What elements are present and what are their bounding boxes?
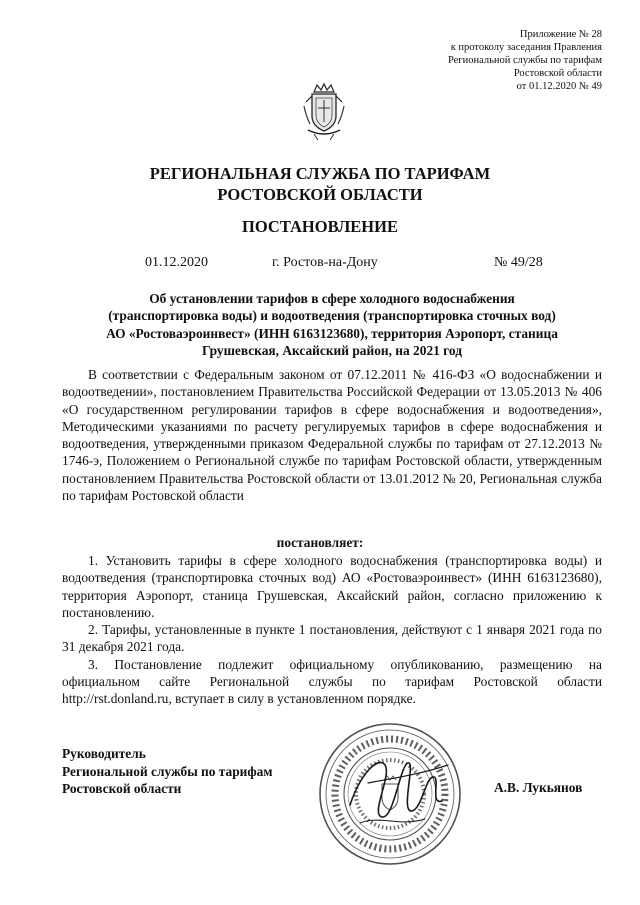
document-place: г. Ростов-на-Дону — [272, 255, 378, 270]
decree-item: 3. Постановление подлежит официальному опубликованию, размещению на официальном сайте Региональной службы по тарифам Ростовской области http://rst.donland.ru, вступает в силу в установленном порядке. — [62, 656, 602, 707]
organization-title — [0, 163, 640, 205]
subject-line: АО «Ростоваэроинвест» (ИНН 6163123680), территория Аэропорт, станица — [106, 325, 558, 341]
subject-line: (транспортировка воды) и водоотведения (транспортировка сточных вод) — [108, 308, 556, 324]
rostov-coat-of-arms-icon — [300, 82, 348, 142]
appendix-line: к протоколу заседания Правления — [450, 42, 602, 53]
appendix-line: Ростовской области — [513, 68, 602, 79]
decree-word: постановляет: — [276, 535, 364, 550]
preamble-paragraph: В соответствии с Федеральным законом от 07.12.2011 № 416-ФЗ «О водоснабжении и водоотведении», постановлением Правительства Российской Федерации от 13.05.2013 № 406 «О государственном регулировании тарифов в сфере водоснабжения и водоотведения», Методическими указаниями по расчету регулируемых тарифов в сфере водоснабжения и водоотведения, утвержденными приказом Федеральной службы по тарифам от 27.12.2013 № 1746-э, Положением о Региональной службе по тарифам Ростовской области, утвержденным постановлением Правительства Ростовской области от 13.01.2012 № 20, Региональная служба по тарифам Ростовской области — [62, 367, 602, 504]
appendix-line: от 01.12.2020 № 49 — [516, 81, 602, 92]
decree-item: 2. Тарифы, установленные в пункте 1 постановления, действуют с 1 января 2021 года по 31 декабря 2021 года. — [62, 622, 602, 655]
organization-line: РОСТОВСКОЙ ОБЛАСТИ — [217, 185, 423, 204]
document-subject — [62, 290, 602, 359]
document-type: ПОСТАНОВЛЕНИЕ — [242, 217, 398, 236]
appendix-note — [342, 28, 602, 93]
decree-item: 1. Установить тарифы в сфере холодного водоснабжения (транспортировка воды) и водоотведения (транспортировка сточных вод) АО «Ростоваэроинвест» (ИНН 6163123680), территория Аэропорт, станица Грушевская, Аксайский район, согласно приложению к постановлению. — [62, 553, 602, 620]
subject-line: Грушевская, Аксайский район, на 2021 год — [201, 342, 463, 358]
organization-line: РЕГИОНАЛЬНАЯ СЛУЖБА ПО ТАРИФАМ — [149, 164, 491, 183]
appendix-line: Региональной службы по тарифам — [447, 55, 602, 66]
signatory-title — [62, 745, 272, 798]
document-number: № 49/28 — [494, 255, 543, 270]
handwritten-signature-icon — [330, 735, 465, 840]
subject-line: Об установлении тарифов в сфере холодного водоснабжения — [149, 291, 515, 306]
appendix-line: Приложение № 28 — [519, 29, 602, 40]
signatory-title-line: Региональной службы по тарифам — [62, 763, 273, 779]
preamble — [62, 366, 602, 504]
signatory-name: А.В. Лукьянов — [494, 780, 583, 795]
signatory-title-line: Руководитель — [62, 746, 146, 761]
signatory-title-line: Ростовской области — [62, 781, 182, 796]
document-date: 01.12.2020 — [145, 255, 208, 270]
decree-items — [62, 552, 602, 708]
